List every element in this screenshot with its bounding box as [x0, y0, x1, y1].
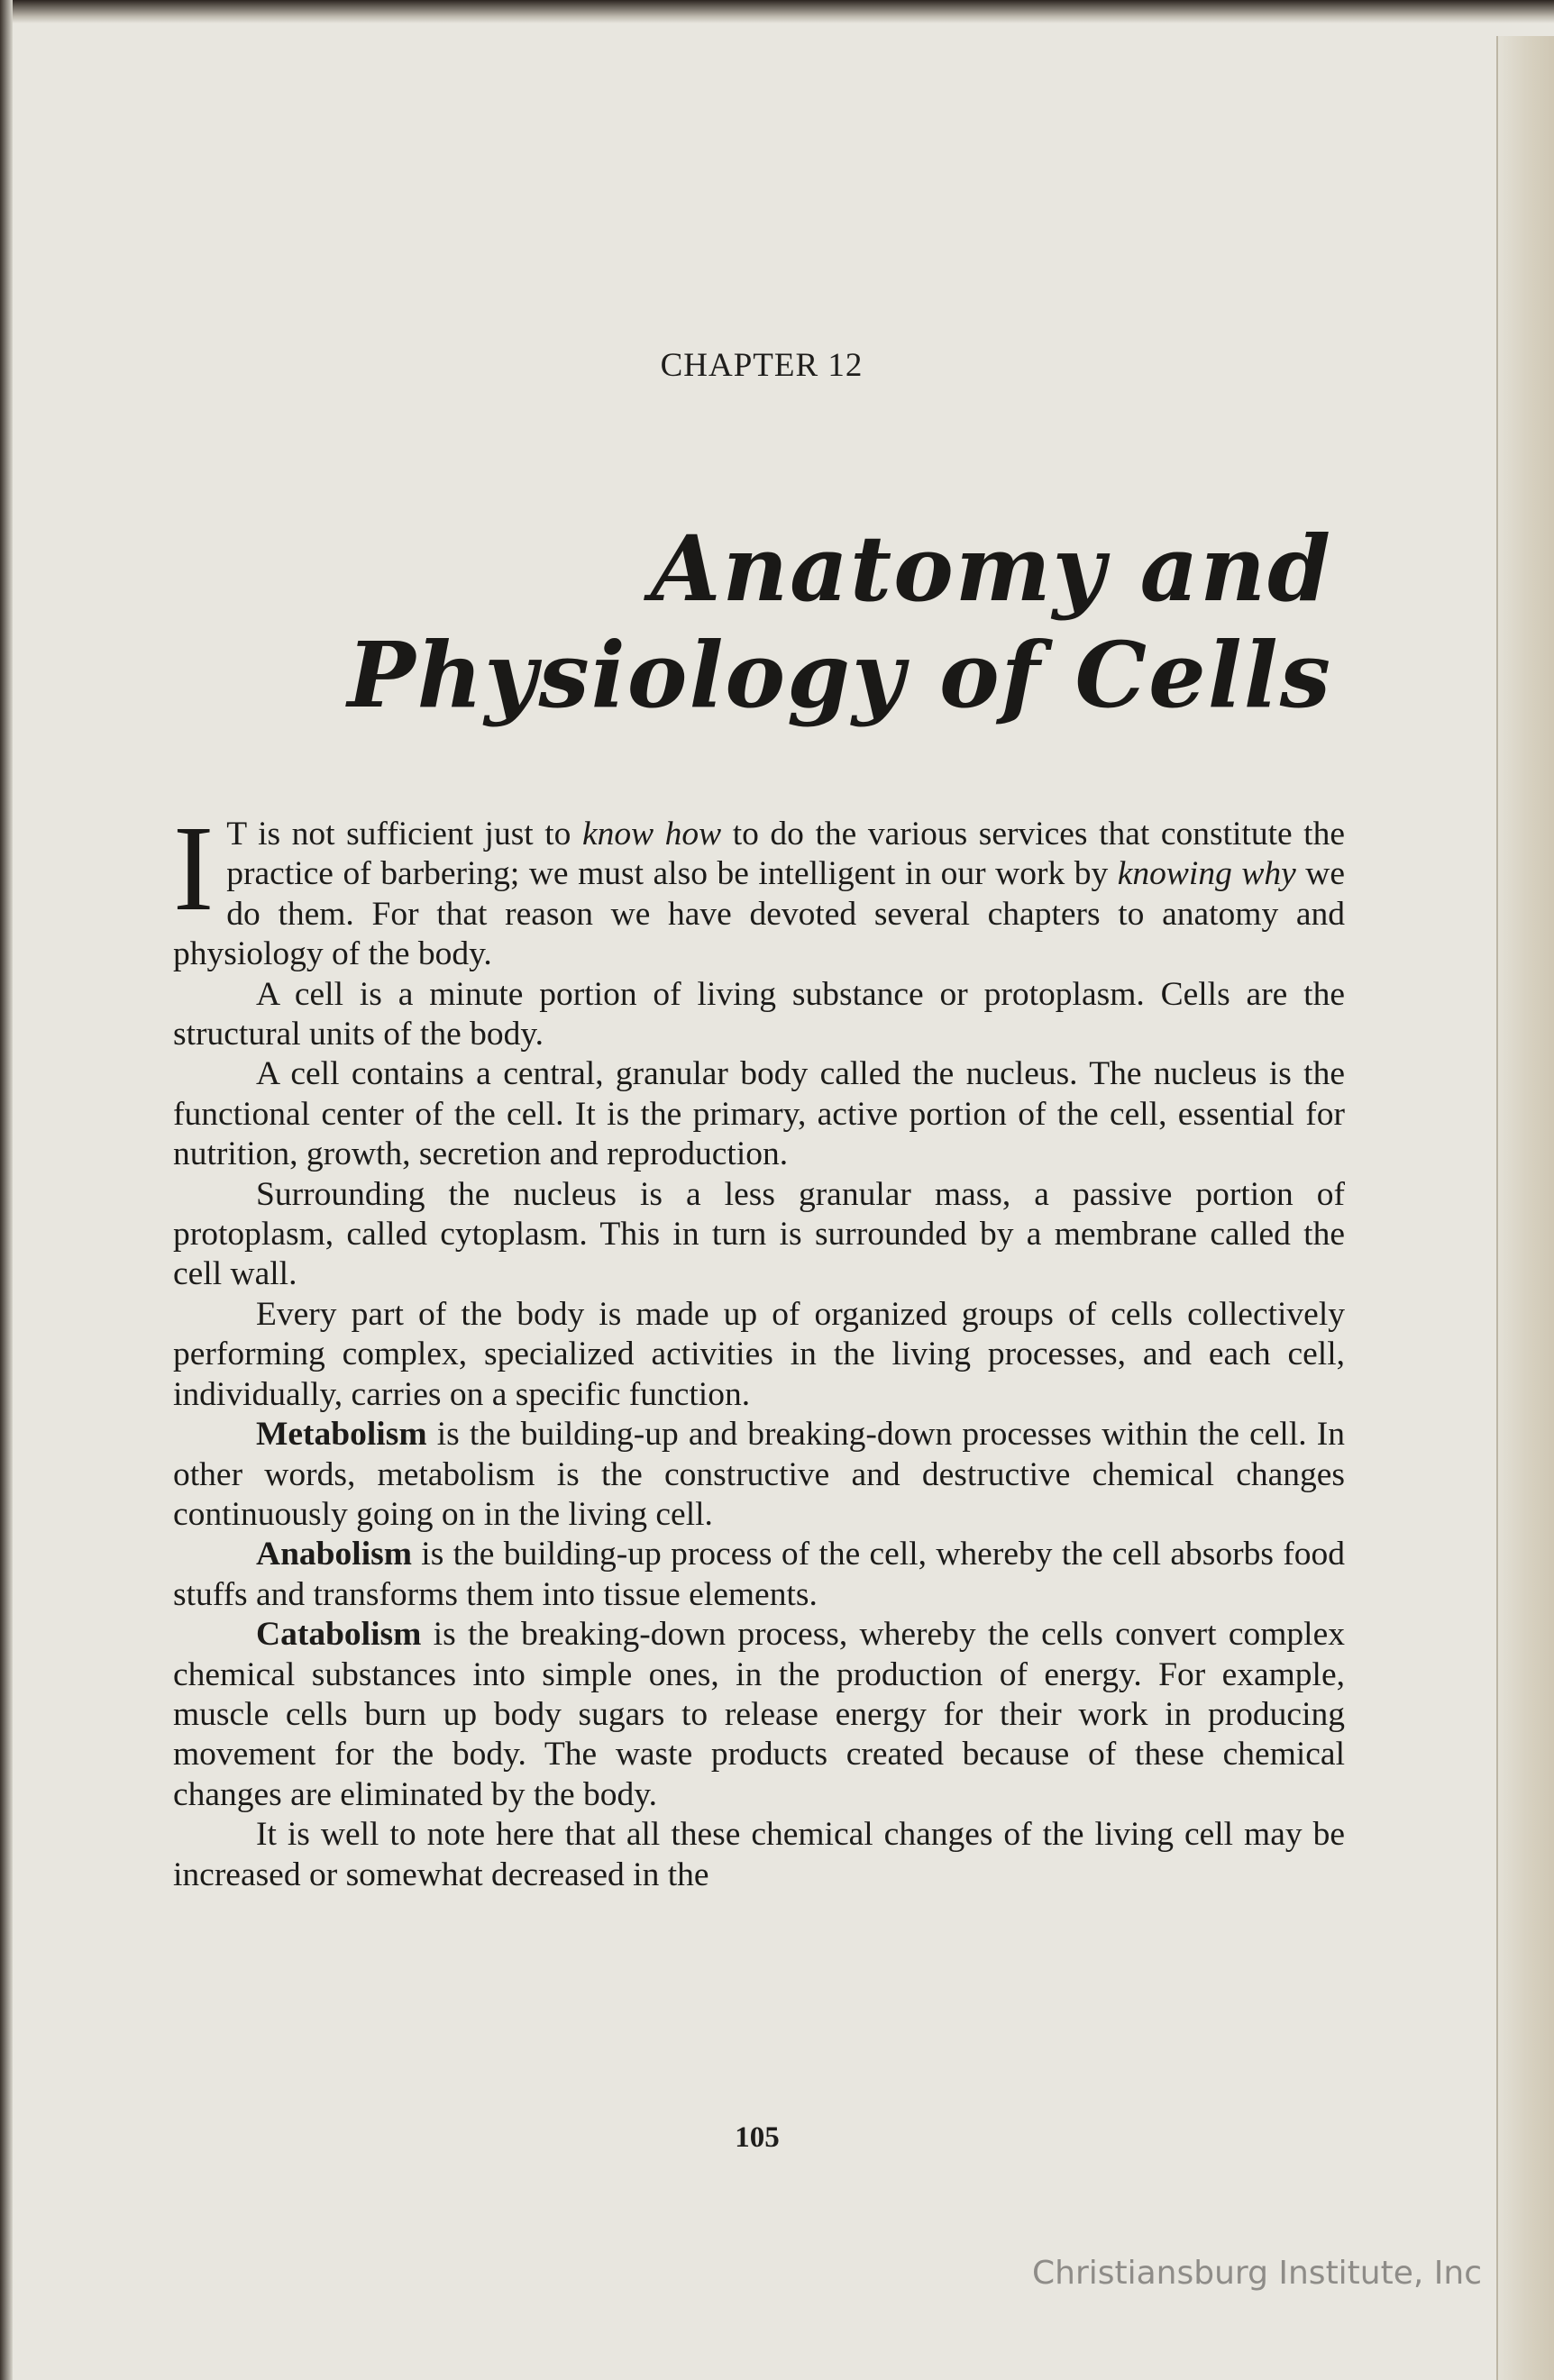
definition-text: is the building-up and breaking-down processes within the cell. In other words, metabolism is the constructive and destructive chemical changes continuously going on in the living cell.	[173, 1416, 1345, 1533]
term-catabolism: Catabolism	[256, 1616, 422, 1654]
body-text	[173, 801, 1345, 1895]
intro-segment: to do the various services that constitute the practice of barbering; we must also be intelligent in our work by	[226, 816, 1345, 893]
paragraph-anabolism	[173, 1535, 1345, 1615]
paragraph-intro	[173, 801, 1345, 975]
chapter-title-line-2: Physiology of Cells	[347, 622, 1332, 728]
chapter-label: CHAPTER 12	[660, 347, 864, 384]
page-top-edge	[0, 0, 1554, 23]
intro-segment: T is not sufficient just to	[226, 816, 582, 853]
watermark: Christiansburg Institute, Inc	[1031, 2255, 1482, 2292]
page-number: 105	[735, 2121, 780, 2154]
paragraph: It is well to note here that all these chemical changes of the living cell may be increased or somewhat decreased in the	[173, 1816, 1345, 1893]
paragraph-catabolism	[173, 1615, 1345, 1815]
term-anabolism: Anabolism	[256, 1536, 412, 1573]
chapter-title-line-1: Anatomy and	[650, 515, 1332, 622]
drop-cap: I	[173, 801, 215, 936]
page-right-edge	[1496, 36, 1554, 2380]
paragraph: Surrounding the nucleus is a less granular mass, a passive portion of protoplasm, called cytoplasm. This in turn is surrounded by a membrane called the cell wall.	[173, 1175, 1345, 1293]
paragraph: A cell is a minute portion of living substance or protoplasm. Cells are the structural units of the body.	[173, 975, 1345, 1053]
definition-text: is the breaking-down process, whereby the cells convert complex chemical substances into simple ones, in the production of energy. For example, muscle cells burn up body sugars to release energy for their work in producing movement for the body. The waste products created because of these chemical changes are eliminated by the body.	[173, 1616, 1345, 1813]
term-metabolism: Metabolism	[256, 1416, 427, 1454]
intro-emphasis: know how	[581, 816, 722, 853]
paragraph: Every part of the body is made up of organized groups of cells collectively performing complex, specialized activities in the living processes, and each cell, individually, carries on a specific function.	[173, 1295, 1345, 1413]
intro-emphasis: knowing why	[1117, 855, 1296, 893]
definition-text: is the building-up process of the cell, whereby the cell absorbs food stuffs and transforms them into tissue elements.	[173, 1536, 1345, 1613]
paragraph: A cell contains a central, granular body called the nucleus. The nucleus is the functional center of the cell. It is the primary, active portion of the cell, essential for nutrition, growth, secretion and reproduction.	[173, 1055, 1345, 1173]
paragraph-metabolism	[173, 1415, 1345, 1535]
intro-segment: we do them. For that reason we have devoted several chapters to anatomy and physiology of the body.	[173, 855, 1345, 973]
